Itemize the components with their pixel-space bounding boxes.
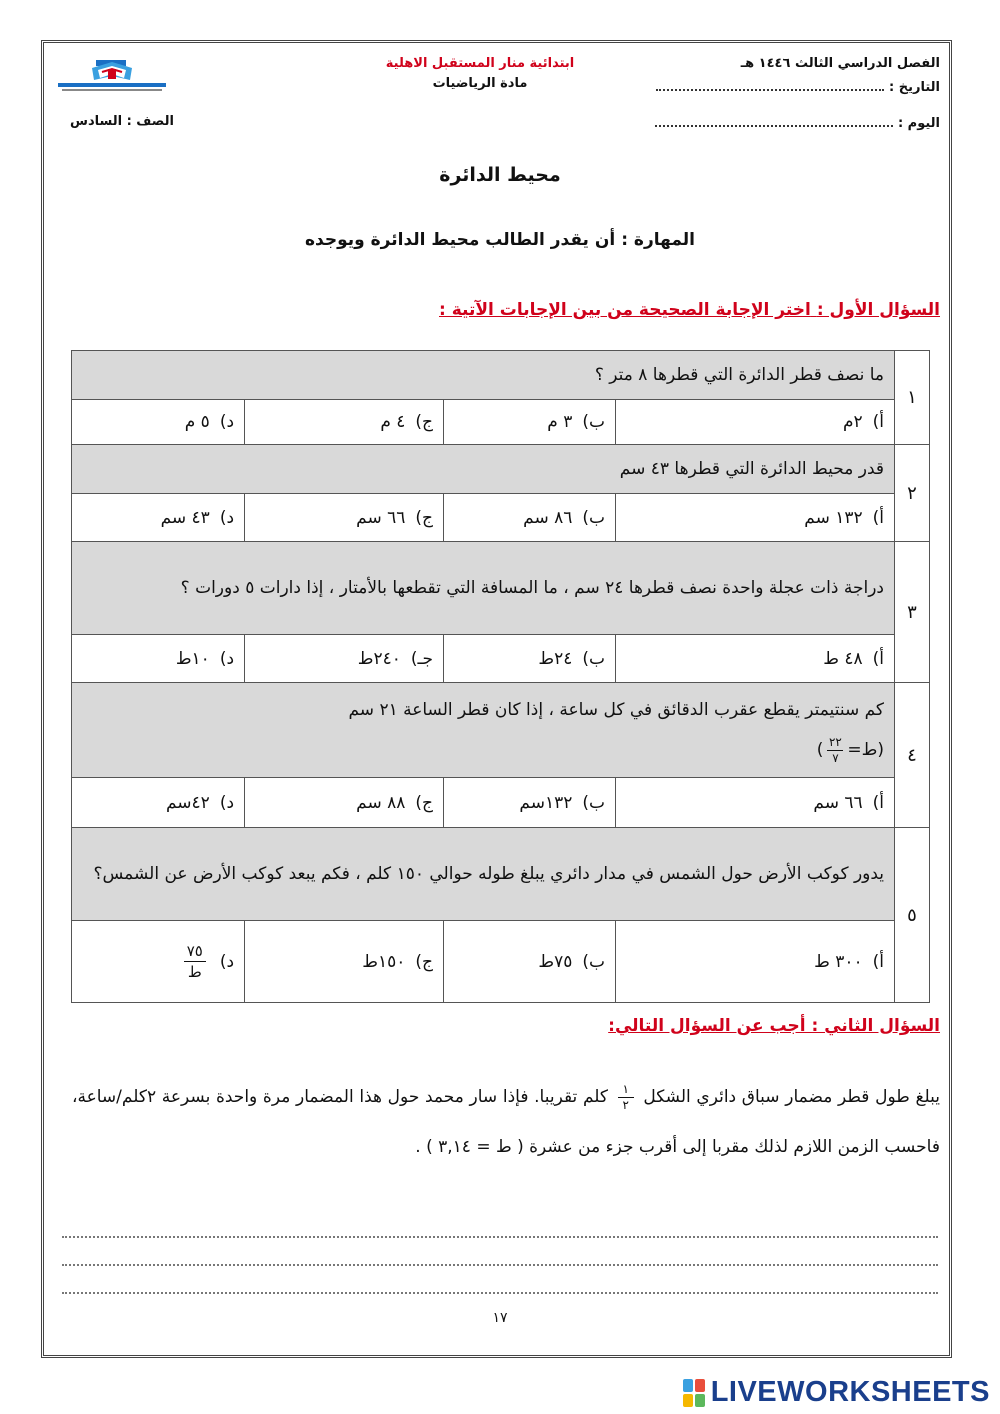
day-row xyxy=(655,116,940,131)
option-4-d[interactable]: د)٤٢سم xyxy=(72,778,245,828)
subject-name: مادة الرياضيات xyxy=(432,76,528,91)
question-row-3 xyxy=(72,542,930,635)
question-stem-2: قدر محيط الدائرة التي قطرها ٤٣ سم xyxy=(72,445,895,494)
school-logo xyxy=(52,56,172,100)
option-3-b[interactable]: ب)٢٤ط xyxy=(444,635,616,683)
question-number-3: ٣ xyxy=(895,542,930,683)
school-logo-icon xyxy=(52,56,172,100)
day-field[interactable] xyxy=(655,125,893,127)
question-row-4 xyxy=(72,683,930,778)
option-4-a[interactable]: أ)٦٦ سم xyxy=(616,778,895,828)
grade-label: الصف : السادس xyxy=(70,114,174,129)
question-row-1 xyxy=(72,351,930,400)
option-5-c[interactable]: ج)١٥٠ط xyxy=(245,921,444,1003)
question2-text: يبلغ طول قطر مضمار سباق دائري الشكل $\frac{١}{٢}$ كلم تقريبا. فإذا سار محمد حول هذا المضمار مرة واحدة بسرعة ٢كلم/ساعة، فاحسب الزمن اللازم لذلك مقربا إلى أقرب جزء من عشرة ( ط = ٣,١٤ ) . xyxy=(72,1081,940,1157)
date-field[interactable] xyxy=(656,89,884,91)
skill-statement xyxy=(0,230,1000,250)
question1-label: السؤال الأول : xyxy=(816,300,940,320)
question-stem-3: دراجة ذات عجلة واحدة نصف قطرها ٢٤ سم ، ما المسافة التي تقطعها بالأمتار ، إذا دارات ٥ دورات ؟ xyxy=(72,542,895,635)
option-3-a[interactable]: أ)٤٨ ط xyxy=(616,635,895,683)
pi-approximation: (ط= $\frac{٢٢}{٧}$ ) xyxy=(816,734,885,765)
option-1-c[interactable]: ج)٤ م xyxy=(245,400,444,445)
options-row-3 xyxy=(72,635,930,683)
page-title: محيط الدائرة xyxy=(439,164,561,186)
question-stem-1: ما نصف قطر الدائرة التي قطرها ٨ متر ؟ xyxy=(72,351,895,400)
option-2-c[interactable]: ج)٦٦ سم xyxy=(245,494,444,542)
options-row-1 xyxy=(72,400,930,445)
page-number: ١٧ xyxy=(492,1310,508,1326)
option-5-b[interactable]: ب)٧٥ط xyxy=(444,921,616,1003)
option-1-d[interactable]: د)٥ م xyxy=(72,400,245,445)
option-2-b[interactable]: ب)٨٦ سم xyxy=(444,494,616,542)
date-row xyxy=(656,80,940,95)
option-5-d[interactable]: د) $\frac{٧٥}{\text{ط}}$ xyxy=(72,921,245,1003)
answer-line-3[interactable] xyxy=(62,1292,938,1294)
answer-line-1[interactable] xyxy=(62,1236,938,1238)
option-5-a[interactable]: أ)٣٠٠ ط xyxy=(616,921,895,1003)
date-label: التاريخ : xyxy=(889,80,940,95)
option-2-d[interactable]: د)٤٣ سم xyxy=(72,494,245,542)
school-name: ابتدائية منار المستقبل الاهلية xyxy=(385,56,575,71)
option-1-a[interactable]: أ)٢م xyxy=(616,400,895,445)
question-number-5: ٥ xyxy=(895,828,930,1003)
option-4-b[interactable]: ب)١٣٢سم xyxy=(444,778,616,828)
brand-text: LIVEWORKSHEETS xyxy=(710,1376,990,1408)
liveworksheets-brand xyxy=(683,1376,990,1409)
question-number-4: ٤ xyxy=(895,683,930,828)
question-number-1: ١ xyxy=(895,351,930,445)
options-row-5 xyxy=(72,921,930,1003)
pi-fraction: $\frac{٢٢}{٧}$ xyxy=(828,734,842,765)
skill-text: أن يقدر الطالب محيط الدائرة ويوجده xyxy=(305,230,616,250)
options-row-2 xyxy=(72,494,930,542)
question-number-2: ٢ xyxy=(895,445,930,542)
option-4-c[interactable]: ج)٨٨ سم xyxy=(245,778,444,828)
question-stem-4 xyxy=(72,683,895,778)
question1-heading xyxy=(439,300,940,320)
question-row-5 xyxy=(72,828,930,921)
option-2-a[interactable]: أ)١٣٢ سم xyxy=(616,494,895,542)
question2-heading: السؤال الثاني : أجب عن السؤال التالي: xyxy=(608,1016,940,1036)
question2-fraction: $\frac{١}{٢}$ xyxy=(618,1083,634,1112)
options-row-4 xyxy=(72,778,930,828)
question1-instruction: اختر الإجابة الصحيحة من بين الإجابات الآتية : xyxy=(439,300,811,320)
answer-line-2[interactable] xyxy=(62,1264,938,1266)
question-stem-4-text: كم سنتيمتر يقطع عقرب الدقائق في كل ساعة ، إذا كان قطر الساعة ٢١ سم xyxy=(348,700,885,720)
question-stem-5: يدور كوكب الأرض حول الشمس في مدار دائري يبلغ طوله حوالي ١٥٠ كلم ، فكم يبعد كوكب الأرض عن الشمس؟ xyxy=(72,828,895,921)
option-5-d-fraction: $\frac{٧٥}{\text{ط}}$ xyxy=(184,942,206,981)
option-1-b[interactable]: ب)٣ م xyxy=(444,400,616,445)
option-3-c[interactable]: جـ)٢٤٠ط xyxy=(245,635,444,683)
liveworksheets-logo-icon xyxy=(683,1379,705,1407)
skill-label: المهارة : xyxy=(621,230,695,250)
day-label: اليوم : xyxy=(897,116,940,131)
option-3-d[interactable]: د)١٠ط xyxy=(72,635,245,683)
mcq-table xyxy=(71,350,930,1003)
semester-label: الفصل الدراسي الثالث ١٤٤٦ هـ xyxy=(740,56,940,71)
question-row-2 xyxy=(72,445,930,494)
